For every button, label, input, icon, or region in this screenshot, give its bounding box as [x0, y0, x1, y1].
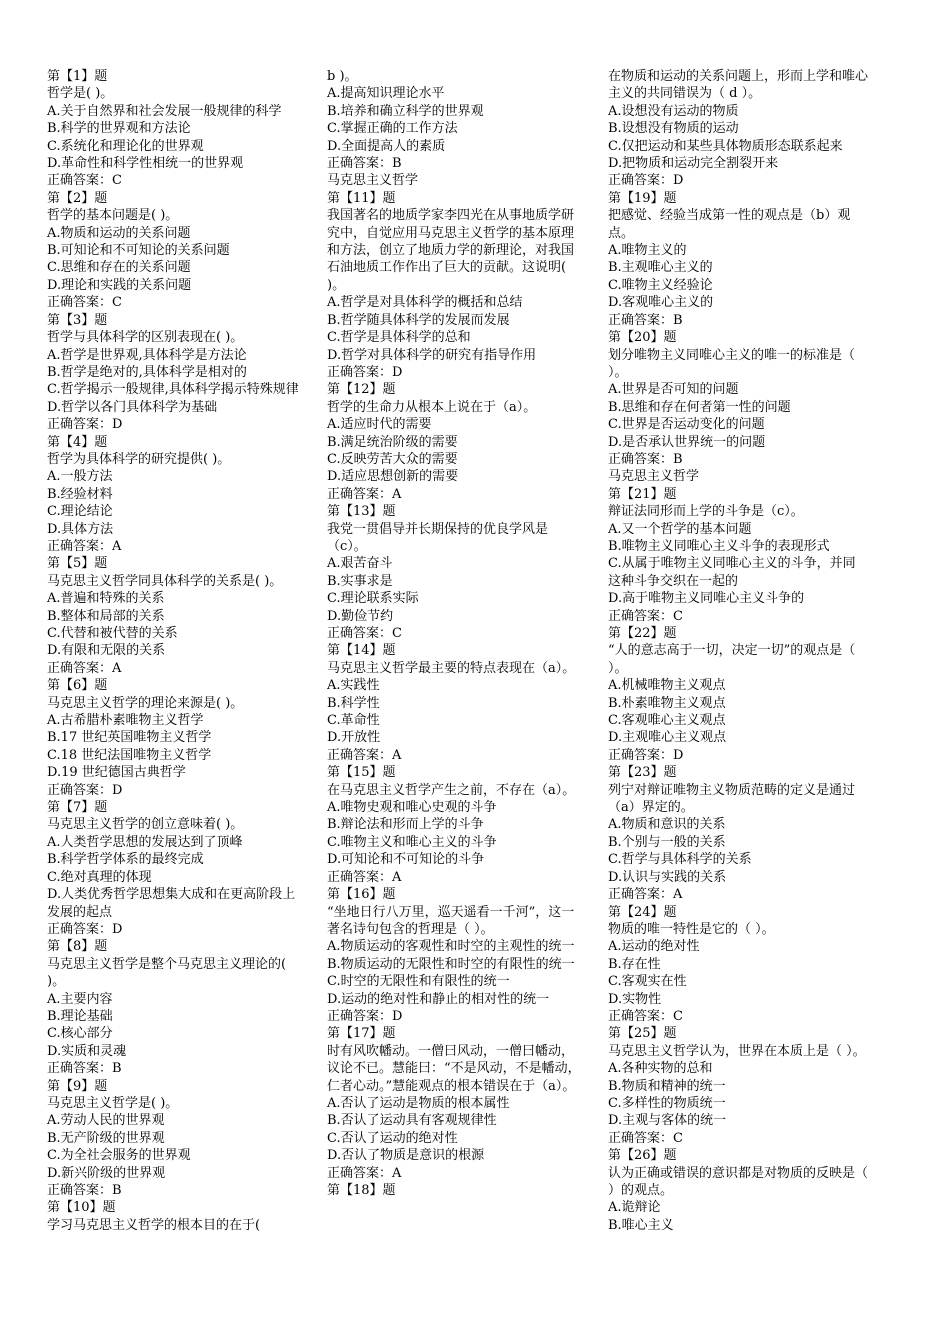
text-line: B.科学的世界观和方法论: [47, 121, 191, 137]
text-line: 第【12】题: [327, 382, 396, 398]
text-line: 把感觉、经验当成第一性的观点是（b）观点。: [608, 208, 851, 241]
text-line: D.客观唯心主义的: [608, 295, 714, 311]
text-line: 正确答案：C: [608, 1130, 683, 1146]
text-line: 正确答案：B: [608, 451, 683, 467]
text-line: D.实物性: [608, 991, 662, 1007]
text-line: 第【26】题: [608, 1148, 677, 1164]
text-line: D.运动的绝对性和静止的相对性的统一: [327, 991, 550, 1007]
text-line: 我国著名的地质学家李四光在从事地质学研究中，自觉应用马克思主义哲学的基本原理和方法，创立了地质力学的新理论，对我国石油地质工作作出了巨大的贡献。这说明( )。: [327, 208, 575, 293]
text-line: D.新兴阶级的世界观: [47, 1165, 166, 1181]
text-line: 正确答案：A: [327, 747, 402, 763]
text-line: B.存在性: [608, 956, 661, 972]
text-line: 第【9】题: [47, 1078, 108, 1094]
text-line: 第【21】题: [608, 486, 677, 502]
text-line: 哲学与具体科学的区别表现在( )。: [47, 330, 244, 346]
text-line: D.有限和无限的关系: [47, 643, 166, 659]
text-line: 正确答案：B: [327, 156, 402, 172]
text-line: B.培养和确立科学的世界观: [327, 103, 484, 119]
text-line: C.客观唯心主义观点: [608, 713, 726, 729]
text-line: 第【7】题: [47, 800, 108, 816]
text-line: 马克思主义哲学是整个马克思主义理论的( )。: [47, 956, 291, 990]
text-line: 划分唯物主义同唯心主义的唯一的标准是（ ）。: [608, 347, 860, 380]
text-line: C.反映劳苦大众的需要: [327, 451, 458, 467]
text-line: B.主观唯心主义的: [608, 260, 713, 276]
text-line: 在马克思主义哲学产生之前，不存在（a）。: [327, 782, 576, 798]
text-line: C.客观实在性: [608, 974, 687, 990]
text-line: 正确答案：D: [47, 921, 123, 937]
text-line: 第【20】题: [608, 330, 677, 346]
text-line: B.实事求是: [327, 573, 393, 589]
text-line: 我党一贯倡导并长期保持的优良学风是（c）。: [327, 521, 549, 554]
text-line: C.代替和被代替的关系: [47, 626, 178, 641]
text-line: 正确答案：D: [47, 417, 123, 433]
text-line: D.19 世纪德国古典哲学: [47, 765, 186, 781]
text-line: 物质的唯一特性是它的（ ）。: [608, 921, 775, 937]
text-line: A.普遍和特殊的关系: [47, 591, 165, 607]
text-line: 时有风吹幡动。一僧曰风动，一僧曰幡动，议论不已。慧能曰：“不是风动，不是幡动，仁者心动。”慧能观点的根本错误在于（a）。: [327, 1043, 581, 1094]
text-line: 正确答案：A: [47, 660, 122, 676]
text-line: 第【18】题: [327, 1183, 396, 1198]
text-line: 马克思主义哲学: [608, 469, 700, 485]
text-line: B.哲学随具体科学的发展而发展: [327, 312, 510, 328]
text-line: 第【16】题: [327, 887, 396, 903]
text-line: A.哲学是对具体科学的概括和总结: [327, 295, 523, 311]
text-line: D.革命性和科学性相统一的世界观: [47, 156, 244, 172]
text-line: A.运动的绝对性: [608, 939, 700, 955]
text-line: D.可知论和不可知论的斗争: [327, 852, 485, 868]
text-line: 正确答案：D: [47, 782, 123, 798]
text-line: C.唯物主义和唯心主义的斗争: [327, 834, 497, 850]
text-line: A.唯物主义的: [608, 243, 687, 259]
text-line: 第【13】题: [327, 504, 396, 520]
text-line: A.人类哲学思想的发展达到了顶峰: [47, 834, 243, 850]
text-line: A.提高知识理论水平: [327, 86, 445, 102]
text-line: B.辩论法和形而上学的斗争: [327, 817, 484, 833]
text-line: 第【17】题: [327, 1026, 396, 1042]
text-line: 第【5】题: [47, 556, 108, 572]
page-column-middle: [327, 68, 585, 1199]
text-line: 哲学的生命力从根本上说在于（a）。: [327, 399, 537, 415]
text-line: A.唯物史观和唯心史观的斗争: [327, 800, 497, 816]
text-line: 学习马克思主义哲学的根本目的在于(: [47, 1217, 261, 1233]
text-line: D.全面提高人的素质: [327, 138, 446, 154]
text-line: 马克思主义哲学最主要的特点表现在（a）。: [327, 660, 576, 676]
text-line: A.物质运动的客观性和时空的主观性的统一: [327, 939, 575, 955]
text-line: D.勤俭节约: [327, 608, 394, 624]
text-line: A.各种实物的总和: [608, 1061, 713, 1077]
text-line: 正确答案：A: [327, 486, 402, 502]
text-line: 正确答案：D: [327, 364, 403, 380]
text-line: B.17 世纪英国唯物主义哲学: [47, 730, 212, 746]
text-line: 第【19】题: [608, 190, 677, 206]
text-line: C.18 世纪法国唯物主义哲学: [47, 747, 212, 763]
text-line: 第【6】题: [47, 678, 108, 694]
text-line: 马克思主义哲学的理论来源是( )。: [47, 695, 244, 711]
text-line: C.否认了运动的绝对性: [327, 1130, 458, 1146]
text-line: 第【15】题: [327, 765, 396, 781]
text-line: 正确答案：B: [608, 312, 683, 328]
text-line: B.物质运动的无限性和时空的有限性的统一: [327, 956, 575, 972]
text-line: 正确答案：A: [47, 538, 122, 554]
text-line: D.主观唯心主义观点: [608, 730, 727, 746]
text-line: D.是否承认世界统一的问题: [608, 434, 766, 450]
text-line: 第【1】题: [47, 69, 108, 84]
text-line: 正确答案：A: [608, 887, 683, 903]
text-line: 马克思主义哲学认为，世界在本质上是（ ）。: [608, 1043, 866, 1059]
text-line: 在物质和运动的关系问题上，形而上学和唯心主义的共同错误为（ d ）。: [608, 69, 869, 102]
text-line: 正确答案：B: [47, 1183, 122, 1198]
text-line: B.科学哲学体系的最终完成: [47, 852, 204, 868]
text-line: 哲学为具体科学的研究提供( )。: [47, 451, 231, 467]
text-line: 正确答案：C: [608, 1008, 683, 1024]
text-line: A.又一个哲学的基本问题: [608, 521, 752, 537]
text-line: D.否认了物质是意识的根源: [327, 1148, 485, 1164]
text-line: 第【3】题: [47, 312, 108, 328]
text-line: 第【22】题: [608, 626, 677, 641]
text-line: A.否认了运动是物质的根本属性: [327, 1095, 510, 1111]
text-line: B.经验材料: [47, 486, 113, 502]
text-line: C.哲学是具体科学的总和: [327, 330, 471, 346]
text-line: 第【23】题: [608, 765, 677, 781]
text-line: A.世界是否可知的问题: [608, 382, 739, 398]
text-line: 马克思主义哲学同具体科学的关系是( )。: [47, 573, 283, 589]
text-line: C.思维和存在的关系问题: [47, 260, 191, 276]
text-line: A.劳动人民的世界观: [47, 1113, 165, 1129]
text-line: A.一般方法: [47, 469, 113, 485]
text-line: B.科学性: [327, 695, 380, 711]
text-line: B.唯心主义: [608, 1217, 674, 1233]
text-line: 第【25】题: [608, 1026, 677, 1042]
text-line: C.系统化和理论化的世界观: [47, 138, 204, 154]
text-line: 马克思主义哲学是( )。: [47, 1095, 179, 1111]
text-line: C.世界是否运动变化的问题: [608, 417, 765, 433]
text-line: C.仅把运动和某些具体物质形态联系起来: [608, 138, 843, 154]
text-line: 哲学是( )。: [47, 86, 114, 102]
text-line: 第【2】题: [47, 190, 108, 206]
text-line: D.适应思想创新的需要: [327, 469, 459, 485]
text-line: D.理论和实践的关系问题: [47, 277, 192, 293]
text-line: 正确答案：D: [608, 747, 684, 763]
text-line: 第【11】题: [327, 190, 396, 206]
text-line: D.把物质和运动完全割裂开来: [608, 156, 779, 172]
text-line: “坐地日行八万里，巡天遥看一千河”，这一著名诗句包含的哲理是（ ）。: [327, 904, 575, 937]
text-line: 正确答案：C: [327, 626, 402, 641]
text-line: 第【4】题: [47, 434, 108, 450]
text-line: C.绝对真理的体现: [47, 869, 152, 885]
text-line: A.关于自然界和社会发展一般规律的科学: [47, 103, 282, 119]
text-line: B.唯物主义同唯心主义斗争的表现形式: [608, 538, 830, 554]
text-line: 正确答案：D: [608, 173, 684, 189]
text-line: C.哲学与具体科学的关系: [608, 852, 752, 868]
text-line: B.无产阶级的世界观: [47, 1130, 165, 1146]
text-line: A.哲学是世界观,具体科学是方法论: [47, 347, 247, 363]
text-line: D.哲学对具体科学的研究有指导作用: [327, 347, 537, 363]
text-line: D.认识与实践的关系: [608, 869, 727, 885]
text-line: B.整体和局部的关系: [47, 608, 165, 624]
text-line: C.核心部分: [47, 1026, 113, 1042]
text-line: B.个别与一般的关系: [608, 834, 726, 850]
text-line: A.诡辩论: [608, 1200, 661, 1216]
text-line: A.主要内容: [47, 991, 113, 1007]
text-line: B.哲学是绝对的,具体科学是相对的: [47, 364, 247, 380]
text-line: 正确答案：B: [47, 1061, 122, 1077]
text-line: 第【14】题: [327, 643, 396, 659]
text-line: A.古希腊朴素唯物主义哲学: [47, 713, 204, 729]
text-line: B.可知论和不可知论的关系问题: [47, 243, 230, 259]
text-line: D.具体方法: [47, 521, 114, 537]
text-line: 正确答案：A: [327, 869, 402, 885]
text-line: A.物质和意识的关系: [608, 817, 726, 833]
text-line: 认为正确或错误的意识都是对物质的反映是（ ）的观点。: [608, 1165, 873, 1198]
text-line: C.时空的无限性和有限性的统一: [327, 974, 510, 990]
text-line: C.从属于唯物主义同唯心主义的斗争，并同这种斗争交织在一起的: [608, 556, 856, 589]
text-line: B.理论基础: [47, 1008, 113, 1024]
text-line: b )。: [327, 69, 358, 84]
text-line: B.物质和精神的统一: [608, 1078, 726, 1094]
page-column-right: [608, 68, 873, 1234]
text-line: A.物质和运动的关系问题: [47, 225, 191, 241]
text-line: 第【24】题: [608, 904, 677, 920]
text-line: C.革命性: [327, 713, 380, 729]
text-line: C.掌握正确的工作方法: [327, 121, 458, 137]
text-line: D.高于唯物主义同唯心主义斗争的: [608, 591, 805, 607]
text-line: 正确答案：C: [47, 295, 122, 311]
text-line: C.理论结论: [47, 504, 113, 520]
text-line: C.哲学揭示一般规律,具体科学揭示特殊规律: [47, 382, 299, 398]
text-line: B.朴素唯物主义观点: [608, 695, 726, 711]
text-line: A.设想没有运动的物质: [608, 103, 739, 119]
text-line: C.唯物主义经验论: [608, 277, 713, 293]
text-line: B.满足统治阶级的需要: [327, 434, 458, 450]
text-line: “人的意志高于一切，决定一切”的观点是（ ）。: [608, 643, 860, 676]
text-line: 正确答案：D: [327, 1008, 403, 1024]
text-line: C.多样性的物质统一: [608, 1095, 726, 1111]
text-line: 正确答案：C: [608, 608, 683, 624]
text-line: D.主观与客体的统一: [608, 1113, 727, 1129]
text-line: 正确答案：A: [327, 1165, 402, 1181]
text-line: A.机械唯物主义观点: [608, 678, 726, 694]
text-line: 马克思主义哲学: [327, 173, 419, 189]
page-column-left: [47, 68, 305, 1234]
text-line: A.艰苦奋斗: [327, 556, 393, 572]
text-line: D.实质和灵魂: [47, 1043, 127, 1059]
text-line: C.理论联系实际: [327, 591, 419, 607]
text-line: B.思维和存在何者第一性的问题: [608, 399, 791, 415]
text-line: 第【8】题: [47, 939, 108, 955]
text-line: 哲学的基本问题是( )。: [47, 208, 179, 224]
text-line: 马克思主义哲学的创立意味着( )。: [47, 817, 244, 833]
text-line: D.哲学以各门具体科学为基础: [47, 399, 218, 415]
text-line: A.适应时代的需要: [327, 417, 432, 433]
text-line: D.开放性: [327, 730, 381, 746]
text-line: 列宁对辩证唯物主义物质范畴的定义是通过（a）界定的。: [608, 782, 856, 816]
text-line: 第【10】题: [47, 1200, 116, 1216]
text-line: C.为全社会服务的世界观: [47, 1148, 191, 1164]
text-line: 正确答案：C: [47, 173, 122, 189]
text-line: 辩证法同形而上学的斗争是（c）。: [608, 504, 804, 520]
text-line: B.设想没有物质的运动: [608, 121, 739, 137]
text-line: B.否认了运动具有客观规律性: [327, 1113, 497, 1129]
text-line: A.实践性: [327, 678, 380, 694]
text-line: D.人类优秀哲学思想集大成和在更高阶段上发展的起点: [47, 887, 296, 920]
